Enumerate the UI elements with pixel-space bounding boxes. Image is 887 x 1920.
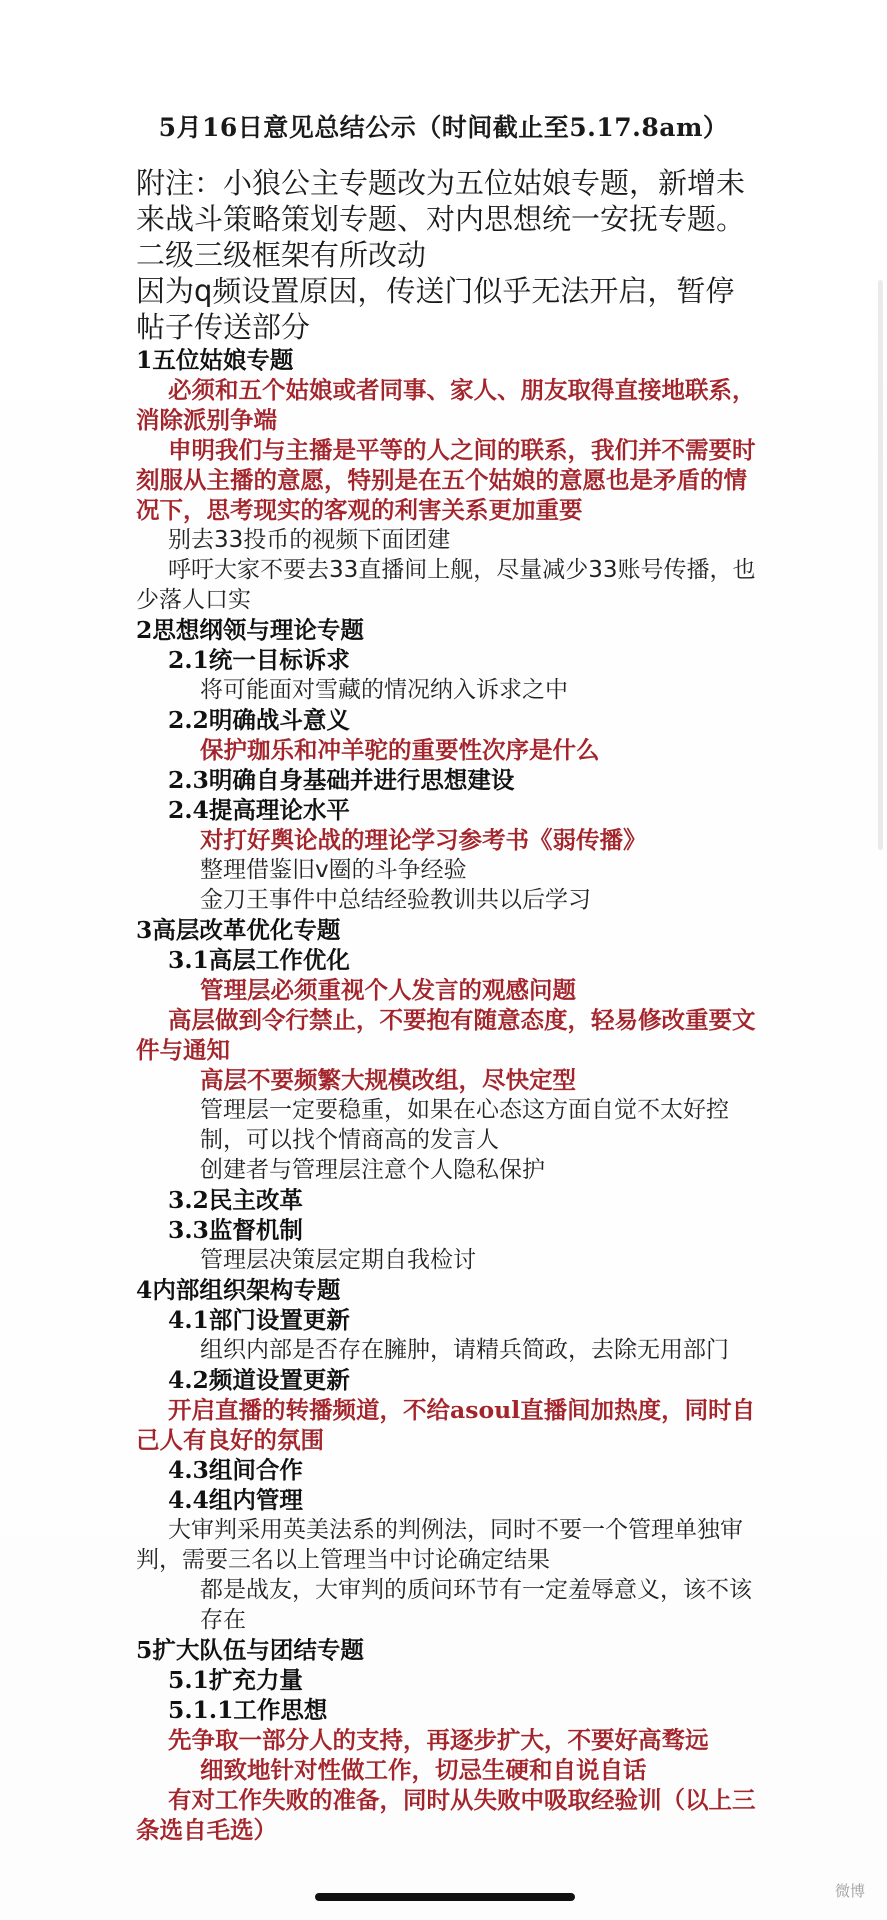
section-heading: 4内部组织架构专题: [136, 1276, 341, 1304]
summary-item: 金刀王事件中总结经验教训共以后学习: [200, 887, 591, 913]
summary-item: 别去33投币的视频下面团建: [168, 527, 451, 553]
subsection-heading: 4.1部门设置更新: [168, 1306, 350, 1334]
scrollbar[interactable]: [878, 280, 883, 850]
subsection-heading: 4.4组内管理: [168, 1486, 303, 1514]
note-paragraph-2: 因为q频设置原因，传送门似乎无法开启，暂停帖子传送部分: [136, 274, 735, 344]
subsection-heading: 4.2频道设置更新: [168, 1366, 350, 1394]
watermark: 微博: [834, 1882, 865, 1900]
subsection-heading: 4.3组间合作: [168, 1456, 303, 1484]
summary-item: 开启直播的转播频道，不给asoul直播间加热度，同时自己人有良好的氛围: [136, 1396, 756, 1454]
summary-item: 对打好舆论战的理论学习参考书《弱传播》: [200, 826, 647, 854]
section-heading: 5扩大队伍与团结专题: [136, 1636, 364, 1664]
subsection-heading: 2.3明确自身基础并进行思想建设: [168, 766, 515, 794]
subsection-heading: 2.1统一目标诉求: [168, 646, 350, 674]
section-heading: 3高层改革优化专题: [136, 916, 341, 944]
summary-item: 高层不要频繁大规模改组，尽快定型: [200, 1066, 576, 1094]
summary-item: 必须和五个姑娘或者同事、家人、朋友取得直接地联系，消除派别争端: [136, 376, 756, 434]
subsection-heading: 2.2明确战斗意义: [168, 706, 350, 734]
summary-item: 细致地针对性做工作，切忌生硬和自说自话: [200, 1756, 647, 1784]
summary-item: 高层做到令行禁止，不要抱有随意态度，轻易修改重要文件与通知: [136, 1006, 756, 1064]
page-title: 5月16日意见总结公示（时间截止至5.17.8am）: [158, 113, 729, 142]
summary-lines: [136, 345, 756, 1845]
section-heading: 2思想纲领与理论专题: [136, 616, 364, 644]
subsection-heading: 3.3监督机制: [168, 1216, 303, 1244]
subsection-heading: 5.1.1工作思想: [168, 1696, 328, 1724]
summary-item: 创建者与管理层注意个人隐私保护: [200, 1157, 545, 1183]
summary-item: 组织内部是否存在臃肿，请精兵简政，去除无用部门: [200, 1337, 729, 1363]
subsection-heading: 2.4提高理论水平: [168, 796, 350, 824]
summary-item: 将可能面对雪藏的情况纳入诉求之中: [200, 677, 568, 703]
section-heading: 1五位姑娘专题: [136, 346, 294, 374]
summary-item: 管理层一定要稳重，如果在心态这方面自觉不太好控制，可以找个情商高的发言人: [200, 1097, 729, 1153]
subsection-heading: 3.2民主改革: [168, 1186, 303, 1214]
summary-item: 有对工作失败的准备，同时从失败中吸取经验训（以上三条选自毛选）: [136, 1786, 756, 1844]
summary-item: 大审判采用英美法系的判例法，同时不要一个管理单独审判，需要三名以上管理当中讨论确定结果: [136, 1517, 743, 1573]
summary-item: 整理借鉴旧v圈的斗争经验: [200, 857, 467, 883]
home-indicator[interactable]: [315, 1893, 575, 1901]
subsection-heading: 5.1扩充力量: [168, 1666, 303, 1694]
summary-item: 都是战友，大审判的质问环节有一定羞辱意义，该不该存在: [200, 1577, 752, 1633]
summary-item: 先争取一部分人的支持，再逐步扩大，不要好高骛远: [168, 1726, 709, 1754]
summary-item: 管理层决策层定期自我检讨: [200, 1247, 476, 1273]
summary-item: 保护珈乐和冲羊驼的重要性次序是什么: [200, 736, 600, 764]
summary-item: 管理层必须重视个人发言的观感问题: [200, 976, 576, 1004]
summary-item: 申明我们与主播是平等的人之间的联系，我们并不需要时刻服从主播的意愿，特别是在五个姑娘的意愿也是矛盾的情况下，思考现实的客观的利害关系更加重要: [136, 436, 756, 524]
document-body: [136, 165, 756, 1845]
subsection-heading: 3.1高层工作优化: [168, 946, 350, 974]
summary-item: 呼吁大家不要去33直播间上舰，尽量减少33账号传播，也少落人口实: [136, 557, 756, 613]
note-paragraph-1: 附注：小狼公主专题改为五位姑娘专题，新增未来战斗策略策划专题、对内思想统一安抚专题。二级三级框架有所改动: [136, 166, 746, 272]
